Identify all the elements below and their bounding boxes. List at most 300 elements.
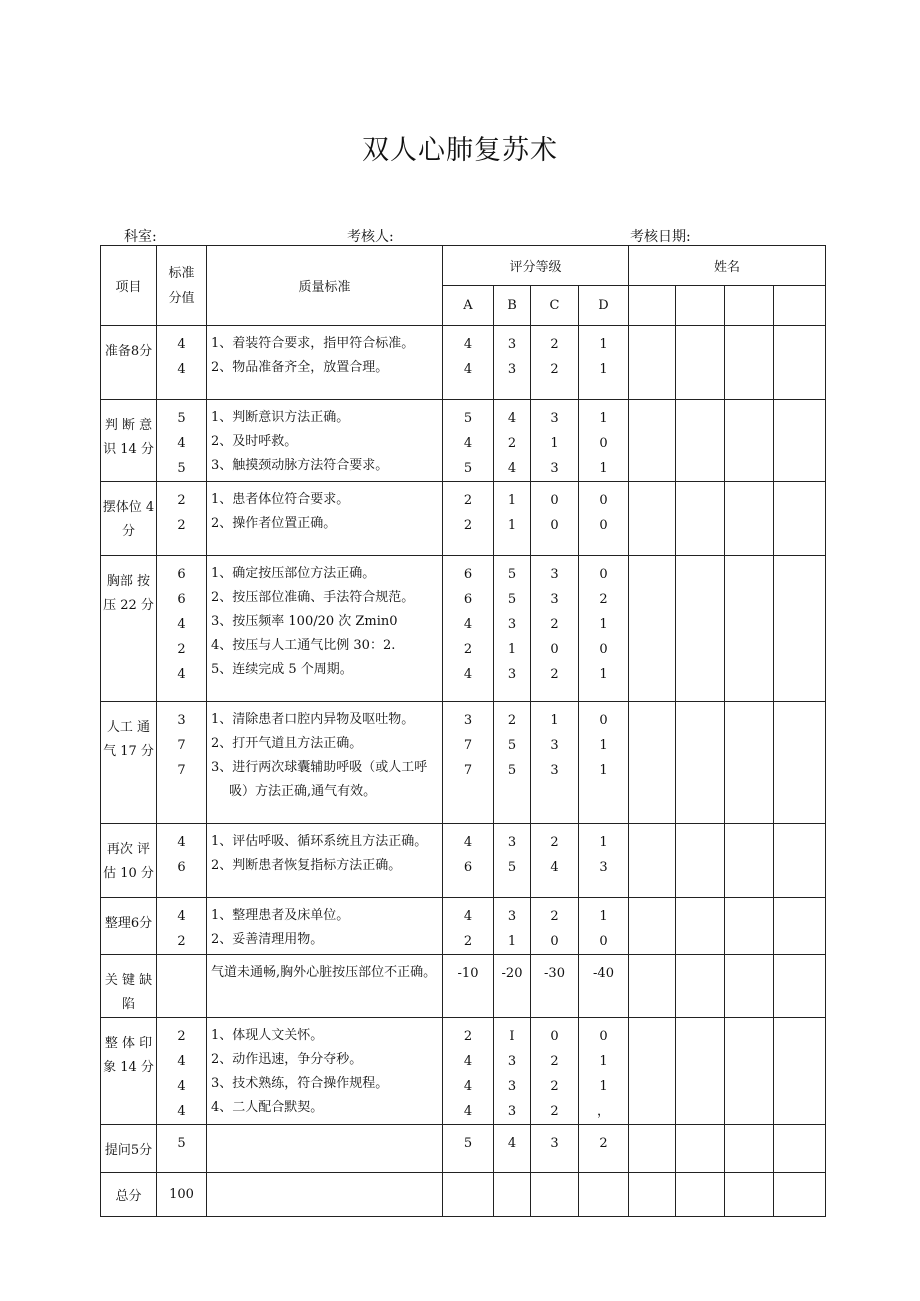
grade-c-scores xyxy=(531,400,579,482)
header-item: 项目 xyxy=(101,246,157,326)
name-score-cell[interactable] xyxy=(725,556,774,702)
criterion-text: 气道未通畅,胸外心脏按压部位不正确。 xyxy=(211,965,437,980)
name-score-cell[interactable] xyxy=(676,326,725,400)
grade-score: 0 xyxy=(599,518,608,533)
grade-score: 0 xyxy=(599,713,608,728)
standard-score: 4 xyxy=(177,362,186,377)
grade-a-scores xyxy=(443,556,494,702)
name-score-cell[interactable] xyxy=(725,482,774,556)
name-total-cell[interactable] xyxy=(725,1173,774,1217)
section-criteria xyxy=(207,482,443,556)
standard-score: 2 xyxy=(177,518,186,533)
section-criteria xyxy=(207,326,443,400)
section-row xyxy=(101,824,826,898)
name-score-cell[interactable] xyxy=(629,400,676,482)
name-score-cell[interactable] xyxy=(725,702,774,824)
grade-c-scores xyxy=(531,898,579,955)
standard-score: 3 xyxy=(177,713,186,728)
grade-score: 2 xyxy=(463,1029,473,1044)
standard-score: 6 xyxy=(177,592,186,607)
grade-score: 3 xyxy=(507,835,517,850)
grade-score: 3 xyxy=(507,1054,517,1069)
name-score-cell[interactable] xyxy=(676,955,725,1018)
section-name: 准备8分 xyxy=(101,326,157,400)
grade-score: 5 xyxy=(463,411,473,426)
name-score-cell[interactable] xyxy=(676,898,725,955)
grade-score: 1 xyxy=(599,411,608,426)
grade-score: I xyxy=(509,1029,515,1044)
grade-score: 4 xyxy=(463,436,473,451)
grade-d-scores xyxy=(579,898,629,955)
grade-score: 0 xyxy=(550,1029,559,1044)
grade-c-scores xyxy=(531,955,579,1018)
grade-score: 5 xyxy=(507,592,517,607)
section-name: 关 键 缺陷 xyxy=(101,955,157,1018)
standard-score: 5 xyxy=(177,1136,186,1151)
name-score-cell[interactable] xyxy=(774,400,826,482)
grade-b-scores xyxy=(494,824,531,898)
criterion-text: 1、判断意识方法正确。 xyxy=(211,410,350,425)
grade-score: 2 xyxy=(550,1079,559,1094)
criterion-text: 3、按压频率 100/20 次 Zmin0 xyxy=(211,614,398,629)
grade-score: 6 xyxy=(463,860,473,875)
grade-c-scores xyxy=(531,482,579,556)
grade-score: 0 xyxy=(550,493,559,508)
grade-score: 5 xyxy=(507,567,517,582)
grade-score: 3 xyxy=(550,763,559,778)
grade-score: 4 xyxy=(463,667,473,682)
criterion-text: 1、着装符合要求，指甲符合标准。 xyxy=(211,336,415,351)
grade-score: 2 xyxy=(599,592,608,607)
grade-score: 3 xyxy=(507,909,517,924)
name-total-cell[interactable] xyxy=(629,1173,676,1217)
section-row xyxy=(101,482,826,556)
name-score-cell[interactable] xyxy=(725,955,774,1018)
grade-score: 2 xyxy=(550,909,559,924)
criterion-text: 1、确定按压部位方法正确。 xyxy=(211,566,376,581)
name-score-cell[interactable] xyxy=(676,1018,725,1125)
grade-d-scores xyxy=(579,955,629,1018)
name-score-cell[interactable] xyxy=(725,1125,774,1173)
examiner-label: 考核人: xyxy=(347,229,394,245)
grade-score: 1 xyxy=(599,461,608,476)
standard-score: 4 xyxy=(177,835,186,850)
grade-score: 3 xyxy=(550,461,559,476)
standard-score: 4 xyxy=(177,436,186,451)
section-criteria xyxy=(207,702,443,824)
name-score-cell[interactable] xyxy=(774,556,826,702)
standard-score: 4 xyxy=(177,909,186,924)
grade-d-scores xyxy=(579,1018,629,1125)
section-criteria xyxy=(207,955,443,1018)
grade-score: 2 xyxy=(463,518,473,533)
grade-score: 4 xyxy=(507,1136,517,1151)
section-standard-scores xyxy=(157,556,207,702)
grade-header-c: C xyxy=(531,286,579,326)
grade-score: 2 xyxy=(550,617,559,632)
standard-score: 7 xyxy=(177,763,186,778)
grade-score: 5 xyxy=(507,763,517,778)
grade-score: 1 xyxy=(507,642,517,657)
grade-c-scores xyxy=(531,326,579,400)
grade-score: 1 xyxy=(599,617,608,632)
grade-score: 3 xyxy=(507,1079,517,1094)
name-score-cell[interactable] xyxy=(725,400,774,482)
grade-score: 0 xyxy=(550,518,559,533)
section-criteria xyxy=(207,1125,443,1173)
grade-a-scores xyxy=(443,824,494,898)
name-score-cell[interactable] xyxy=(629,1125,676,1173)
grade-score: 1 xyxy=(599,909,608,924)
grade-b-scores xyxy=(494,955,531,1018)
grade-score: 4 xyxy=(463,835,473,850)
name-score-cell[interactable] xyxy=(774,898,826,955)
criterion-text: 4、二人配合默契。 xyxy=(211,1100,324,1115)
grade-b-scores xyxy=(494,1125,531,1173)
grade-header-a: A xyxy=(443,286,494,326)
standard-score: 6 xyxy=(177,567,186,582)
section-row xyxy=(101,556,826,702)
section-name: 判 断 意识 14 分 xyxy=(101,400,157,482)
standard-score: 4 xyxy=(177,617,186,632)
criterion-text: 5、连续完成 5 个周期。 xyxy=(211,662,353,677)
grade-score: 2 xyxy=(550,1104,559,1119)
name-column-header-blank xyxy=(629,286,676,326)
grade-score: -20 xyxy=(501,966,523,981)
section-name: 胸部 按压 22 分 xyxy=(101,556,157,702)
grade-score: 6 xyxy=(463,592,473,607)
name-score-cell[interactable] xyxy=(676,1125,725,1173)
grade-score: 4 xyxy=(463,1054,473,1069)
name-score-cell[interactable] xyxy=(774,1125,826,1173)
criterion-text: 1、清除患者口腔内异物及呕吐物。 xyxy=(211,712,415,727)
section-standard-scores xyxy=(157,824,207,898)
grade-score: 2 xyxy=(463,493,473,508)
section-name: 提问5分 xyxy=(101,1125,157,1173)
standard-score: 4 xyxy=(177,667,186,682)
grade-score: 0 xyxy=(599,493,608,508)
name-score-cell[interactable] xyxy=(629,326,676,400)
grade-score: 3 xyxy=(463,713,473,728)
grade-a-scores xyxy=(443,482,494,556)
total-blank-cell xyxy=(207,1173,443,1217)
grade-score: 1 xyxy=(599,667,608,682)
name-score-cell[interactable] xyxy=(629,482,676,556)
criterion-text: 2、操作者位置正确。 xyxy=(211,516,337,531)
name-score-cell[interactable] xyxy=(676,824,725,898)
grade-score: -40 xyxy=(593,966,614,981)
name-score-cell[interactable] xyxy=(629,1018,676,1125)
section-name: 整 体 印象 14 分 xyxy=(101,1018,157,1125)
criterion-text: 2、按压部位准确、手法符合规范。 xyxy=(211,590,415,605)
header-grade: 评分等级 xyxy=(443,246,629,286)
grade-score: 3 xyxy=(550,1136,559,1151)
grade-d-scores xyxy=(579,1125,629,1173)
section-standard-scores xyxy=(157,702,207,824)
criterion-text: 4、按压与人工通气比例 30：2. xyxy=(211,638,396,653)
criterion-text: 2、及时呼救。 xyxy=(211,434,298,449)
grade-b-scores xyxy=(494,702,531,824)
scoring-table xyxy=(100,245,826,1217)
grade-c-scores xyxy=(531,824,579,898)
header-quality: 质量标准 xyxy=(207,246,443,326)
name-score-cell[interactable] xyxy=(725,898,774,955)
grade-a-scores xyxy=(443,702,494,824)
grade-c-scores xyxy=(531,1125,579,1173)
exam-date-label: 考核日期: xyxy=(630,229,691,245)
standard-score: 4 xyxy=(177,1079,186,1094)
grade-score: 3 xyxy=(507,1104,517,1119)
grade-score: 0 xyxy=(599,436,608,451)
grade-score: 1 xyxy=(599,738,608,753)
total-value: 100 xyxy=(157,1173,207,1217)
standard-score: 7 xyxy=(177,738,186,753)
section-standard-scores xyxy=(157,400,207,482)
grade-score: 6 xyxy=(463,567,473,582)
name-score-cell[interactable] xyxy=(676,400,725,482)
section-name: 整理6分 xyxy=(101,898,157,955)
header-standard-line2: 分值 xyxy=(168,290,195,306)
criterion-text: 2、物品准备齐全，放置合理。 xyxy=(211,360,389,375)
section-row xyxy=(101,400,826,482)
grade-c-scores xyxy=(531,702,579,824)
grade-score: 3 xyxy=(550,738,559,753)
grade-a-scores xyxy=(443,898,494,955)
criterion-text: 3、触摸颈动脉方法符合要求。 xyxy=(211,458,389,473)
grade-score: 4 xyxy=(463,617,473,632)
section-standard-scores xyxy=(157,898,207,955)
standard-score: 2 xyxy=(177,493,186,508)
grade-score: 0 xyxy=(599,567,608,582)
grade-score: 2 xyxy=(550,362,559,377)
section-criteria xyxy=(207,1018,443,1125)
grade-score: 4 xyxy=(550,860,559,875)
criterion-text: 1、整理患者及床单位。 xyxy=(211,908,350,923)
grade-score: 2 xyxy=(463,934,473,949)
grade-score: 1 xyxy=(550,713,559,728)
name-score-cell[interactable] xyxy=(676,482,725,556)
grade-score: 4 xyxy=(507,411,517,426)
name-score-cell[interactable] xyxy=(629,702,676,824)
standard-score: 4 xyxy=(177,1054,186,1069)
name-score-cell[interactable] xyxy=(774,702,826,824)
grade-score: 2 xyxy=(550,337,559,352)
criterion-text: 2、动作迅速，争分夺秒。 xyxy=(211,1052,363,1067)
section-criteria xyxy=(207,400,443,482)
standard-score: 2 xyxy=(177,1029,186,1044)
grade-c-scores xyxy=(531,1018,579,1125)
grade-c-scores xyxy=(531,556,579,702)
name-score-cell[interactable] xyxy=(629,955,676,1018)
total-blank-cell xyxy=(579,1173,629,1217)
name-total-cell[interactable] xyxy=(676,1173,725,1217)
section-name: 再次 评估 10 分 xyxy=(101,824,157,898)
grade-score: 2 xyxy=(463,642,473,657)
name-column-header-blank xyxy=(676,286,725,326)
grade-score: 0 xyxy=(599,934,608,949)
grade-a-scores xyxy=(443,400,494,482)
grade-score: 3 xyxy=(550,592,559,607)
name-score-cell[interactable] xyxy=(774,326,826,400)
grade-score: 4 xyxy=(463,337,473,352)
grade-score: 3 xyxy=(507,667,517,682)
total-label: 总分 xyxy=(101,1173,157,1217)
name-total-cell[interactable] xyxy=(774,1173,826,1217)
grade-score: 2 xyxy=(599,1136,608,1151)
grade-score: 0 xyxy=(599,642,608,657)
grade-score: 1 xyxy=(507,493,517,508)
name-score-cell[interactable] xyxy=(774,955,826,1018)
department-label: 科室: xyxy=(124,229,157,245)
grade-score: 2 xyxy=(550,1054,559,1069)
standard-score: 5 xyxy=(177,461,186,476)
grade-score: 3 xyxy=(507,337,517,352)
grade-a-scores xyxy=(443,1125,494,1173)
name-score-cell[interactable] xyxy=(774,824,826,898)
grade-d-scores xyxy=(579,824,629,898)
header-standard-line1: 标准 xyxy=(168,265,195,281)
total-blank-cell xyxy=(443,1173,494,1217)
standard-score: 5 xyxy=(177,411,186,426)
criterion-text: 1、体现人文关怀。 xyxy=(211,1028,324,1043)
document-title: 双人心肺复苏术 xyxy=(362,135,558,166)
grade-score: 1 xyxy=(599,337,608,352)
grade-score: 5 xyxy=(507,738,517,753)
grade-d-scores xyxy=(579,556,629,702)
name-score-cell[interactable] xyxy=(774,482,826,556)
name-score-cell[interactable] xyxy=(725,1018,774,1125)
criterion-text: 1、患者体位符合要求。 xyxy=(211,492,350,507)
header-standard xyxy=(157,246,207,326)
grade-score: 0 xyxy=(550,934,559,949)
total-blank-cell xyxy=(494,1173,531,1217)
section-standard-scores xyxy=(157,955,207,1018)
grade-score: 3 xyxy=(599,860,608,875)
grade-score: 2 xyxy=(550,667,559,682)
section-standard-scores xyxy=(157,1018,207,1125)
grade-b-scores xyxy=(494,400,531,482)
grade-score: 1 xyxy=(599,1079,608,1094)
grade-score: 7 xyxy=(463,763,473,778)
grade-score: 2 xyxy=(507,713,517,728)
section-row xyxy=(101,1125,826,1173)
grade-score: 3 xyxy=(550,567,559,582)
criterion-text: 2、判断患者恢复指标方法正确。 xyxy=(211,858,402,873)
criterion-text: 1、评估呼吸、循环系统且方法正确。 xyxy=(211,834,428,849)
total-blank-cell xyxy=(531,1173,579,1217)
grade-a-scores xyxy=(443,326,494,400)
section-standard-scores xyxy=(157,326,207,400)
grade-score: -30 xyxy=(544,966,565,981)
criterion-text: 2、妥善清理用物。 xyxy=(211,932,324,947)
grade-a-scores xyxy=(443,955,494,1018)
grade-d-scores xyxy=(579,482,629,556)
grade-score: 4 xyxy=(463,1079,473,1094)
grade-b-scores xyxy=(494,1018,531,1125)
grade-score: 2 xyxy=(550,835,559,850)
section-row xyxy=(101,955,826,1018)
criterion-text: 3、进行两次球囊辅助呼吸（或人工呼吸）方法正确,通气有效。 xyxy=(211,760,428,799)
standard-score: 6 xyxy=(177,860,186,875)
name-score-cell[interactable] xyxy=(725,326,774,400)
standard-score: 2 xyxy=(177,934,186,949)
grade-score: 7 xyxy=(463,738,473,753)
grade-b-scores xyxy=(494,556,531,702)
grade-d-scores xyxy=(579,400,629,482)
grade-score: 3 xyxy=(507,617,517,632)
grade-score: 5 xyxy=(463,1136,473,1151)
section-criteria xyxy=(207,824,443,898)
name-score-cell[interactable] xyxy=(629,556,676,702)
name-score-cell[interactable] xyxy=(676,702,725,824)
grade-score: 4 xyxy=(463,909,473,924)
section-row xyxy=(101,898,826,955)
name-score-cell[interactable] xyxy=(676,556,725,702)
section-row xyxy=(101,326,826,400)
grade-score: 0 xyxy=(550,642,559,657)
grade-score: 1 xyxy=(550,436,559,451)
grade-score: 4 xyxy=(463,1104,473,1119)
grade-d-scores xyxy=(579,326,629,400)
grade-b-scores xyxy=(494,898,531,955)
section-row xyxy=(101,1018,826,1125)
section-name: 摆体位 4 分 xyxy=(101,482,157,556)
grade-score: 5 xyxy=(463,461,473,476)
grade-a-scores xyxy=(443,1018,494,1125)
grade-score: 1 xyxy=(507,934,517,949)
grade-score: -10 xyxy=(457,966,479,981)
grade-score: 1 xyxy=(507,518,517,533)
grade-score: 4 xyxy=(463,362,473,377)
grade-score: 2 xyxy=(507,436,517,451)
grade-header-b: B xyxy=(494,286,531,326)
grade-score: ， xyxy=(597,1104,611,1119)
section-standard-scores xyxy=(157,482,207,556)
section-row xyxy=(101,702,826,824)
grade-score: 1 xyxy=(599,763,608,778)
name-score-cell[interactable] xyxy=(725,824,774,898)
criterion-text: 2、打开气道且方法正确。 xyxy=(211,736,363,751)
header-name: 姓名 xyxy=(629,246,826,286)
total-row xyxy=(101,1173,826,1217)
grade-b-scores xyxy=(494,326,531,400)
section-name: 人工 通气 17 分 xyxy=(101,702,157,824)
name-score-cell[interactable] xyxy=(629,824,676,898)
grade-score: 5 xyxy=(507,860,517,875)
name-score-cell[interactable] xyxy=(629,898,676,955)
name-column-header-blank xyxy=(725,286,774,326)
section-criteria xyxy=(207,898,443,955)
grade-score: 4 xyxy=(507,461,517,476)
grade-score: 0 xyxy=(599,1029,608,1044)
section-standard-scores xyxy=(157,1125,207,1173)
criterion-text: 3、技术熟练，符合操作规程。 xyxy=(211,1076,389,1091)
grade-d-scores xyxy=(579,702,629,824)
standard-score: 4 xyxy=(177,337,186,352)
grade-score: 1 xyxy=(599,362,608,377)
name-score-cell[interactable] xyxy=(774,1018,826,1125)
section-criteria xyxy=(207,556,443,702)
standard-score: 4 xyxy=(177,1104,186,1119)
grade-score: 1 xyxy=(599,1054,608,1069)
grade-score: 1 xyxy=(599,835,608,850)
grade-score: 3 xyxy=(507,362,517,377)
grade-score: 3 xyxy=(550,411,559,426)
name-column-header-blank xyxy=(774,286,826,326)
grade-header-d: D xyxy=(579,286,629,326)
grade-b-scores xyxy=(494,482,531,556)
standard-score: 2 xyxy=(177,642,186,657)
